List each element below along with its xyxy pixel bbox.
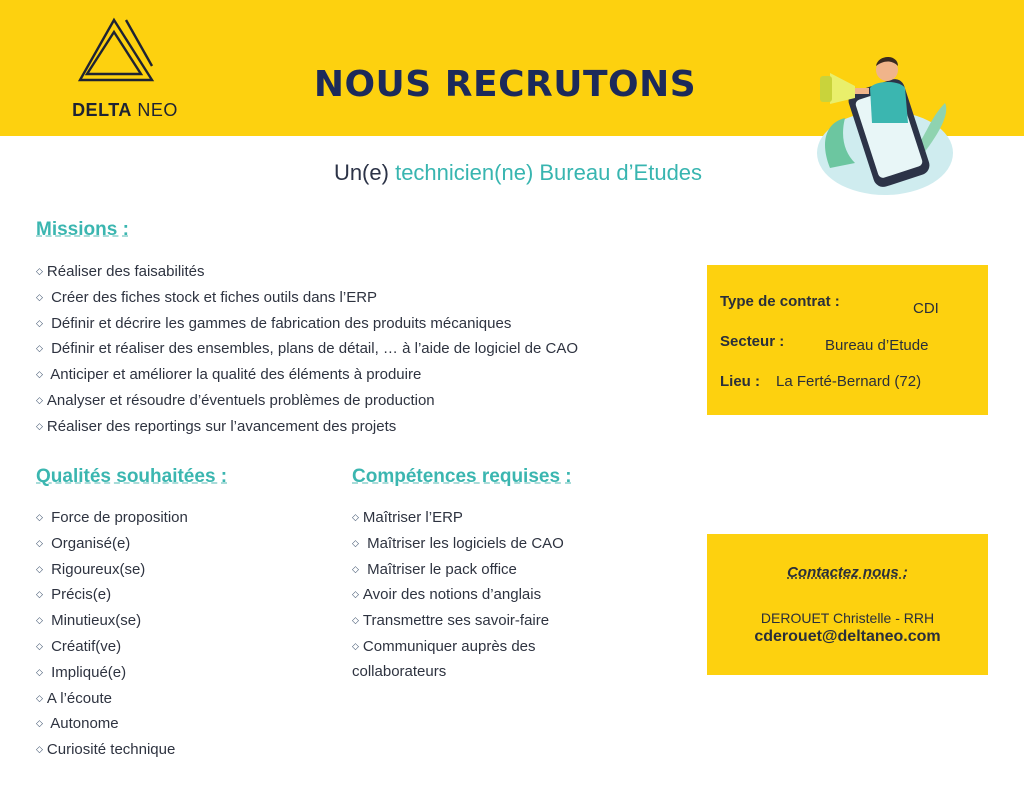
list-item: ◇ Créer des fiches stock et fiches outils dans l’ERP xyxy=(36,288,378,306)
diamond-bullet-icon: ◇ xyxy=(36,563,43,574)
contact-person: DEROUET Christelle - RRH xyxy=(760,610,935,626)
job-info-box xyxy=(707,265,988,415)
list-item: ◇ Avoir des notions d’anglais xyxy=(352,586,542,604)
list-item: ◇ Maîtriser les logiciels de CAO xyxy=(352,534,564,552)
list-item: ◇ Précis(e) xyxy=(36,586,112,604)
list-item: ◇ Définir et décrire les gammes de fabrication des produits mécaniques xyxy=(36,314,512,332)
job-title xyxy=(0,160,1024,186)
competences-list xyxy=(352,505,602,685)
location-value: La Ferté-Bernard (72) xyxy=(776,373,922,390)
list-item: ◇ Anticiper et améliorer la qualité des éléments à produire xyxy=(36,366,422,384)
list-item: ◇ A l’écoute xyxy=(36,689,112,707)
diamond-bullet-icon: ◇ xyxy=(36,343,43,354)
diamond-bullet-icon: ◇ xyxy=(36,718,43,729)
job-title-role: technicien(ne) Bureau d’Etudes xyxy=(395,160,703,185)
sector-label: Secteur : xyxy=(720,333,785,350)
missions-list xyxy=(36,259,578,440)
diamond-bullet-icon: ◇ xyxy=(352,640,359,651)
contact-email-link[interactable]: cderouet@deltaneo.com xyxy=(754,628,941,645)
location-label: Lieu : xyxy=(720,373,760,390)
qualites-list xyxy=(36,505,188,763)
diamond-bullet-icon: ◇ xyxy=(352,615,359,626)
brand-name-bold: DELTA xyxy=(72,100,132,120)
diamond-bullet-icon: ◇ xyxy=(352,563,359,574)
diamond-bullet-icon: ◇ xyxy=(36,537,43,548)
list-item: ◇ Communiquer auprès des collaborateurs xyxy=(352,637,536,680)
job-title-prefix: Un(e) xyxy=(333,160,389,185)
diamond-bullet-icon: ◇ xyxy=(36,317,43,328)
diamond-bullet-icon: ◇ xyxy=(36,266,43,276)
contact-box xyxy=(707,534,988,675)
list-item: ◇ Rigoureux(se) xyxy=(36,560,146,578)
diamond-bullet-icon: ◇ xyxy=(352,589,359,600)
list-item: ◇ Transmettre ses savoir-faire xyxy=(352,612,550,630)
list-item: ◇ Définir et réaliser des ensembles, plans de détail, … à l’aide de logiciel de CAO xyxy=(36,340,579,358)
sector-value: Bureau d’Etude xyxy=(825,337,929,354)
diamond-bullet-icon: ◇ xyxy=(36,394,43,405)
list-item: ◇ Organisé(e) xyxy=(36,534,131,552)
diamond-bullet-icon: ◇ xyxy=(36,666,43,677)
diamond-bullet-icon: ◇ xyxy=(352,537,359,548)
diamond-bullet-icon: ◇ xyxy=(36,589,43,600)
missions-heading: Missions : xyxy=(36,219,129,240)
contact-heading: Contactez nous : xyxy=(787,564,908,581)
page-headline: NOUS RECRUTONS xyxy=(313,64,697,105)
list-item: ◇ Autonome xyxy=(36,715,119,733)
diamond-bullet-icon: ◇ xyxy=(36,615,43,626)
brand-name-light: NEO xyxy=(137,100,178,120)
diamond-bullet-icon: ◇ xyxy=(36,291,43,302)
list-item: ◇ Curiosité technique xyxy=(36,741,176,759)
competences-heading: Compétences requises : xyxy=(352,466,572,487)
diamond-bullet-icon: ◇ xyxy=(36,744,43,755)
diamond-bullet-icon: ◇ xyxy=(352,512,359,522)
diamond-bullet-icon: ◇ xyxy=(36,692,43,703)
list-item: ◇ Analyser et résoudre d’éventuels problèmes de production xyxy=(36,391,435,409)
contract-value: CDI xyxy=(913,300,939,317)
list-item: ◇ Minutieux(se) xyxy=(36,612,142,630)
list-item: ◇ Maîtriser le pack office xyxy=(352,560,517,578)
list-item: ◇ Réaliser des reportings sur l’avancement des projets xyxy=(36,417,397,435)
list-item: ◇ Créatif(ve) xyxy=(36,637,122,655)
list-item: ◇ Impliqué(e) xyxy=(36,663,127,681)
list-item: ◇ Réaliser des faisabilités xyxy=(36,263,205,280)
diamond-bullet-icon: ◇ xyxy=(36,640,43,651)
qualites-heading: Qualités souhaitées : xyxy=(36,466,228,487)
diamond-bullet-icon: ◇ xyxy=(36,512,43,522)
list-item: ◇ Maîtriser l’ERP xyxy=(352,509,463,526)
contract-label: Type de contrat : xyxy=(720,293,840,310)
diamond-bullet-icon: ◇ xyxy=(36,420,43,431)
diamond-bullet-icon: ◇ xyxy=(36,369,43,380)
list-item: ◇ Force de proposition xyxy=(36,509,188,526)
